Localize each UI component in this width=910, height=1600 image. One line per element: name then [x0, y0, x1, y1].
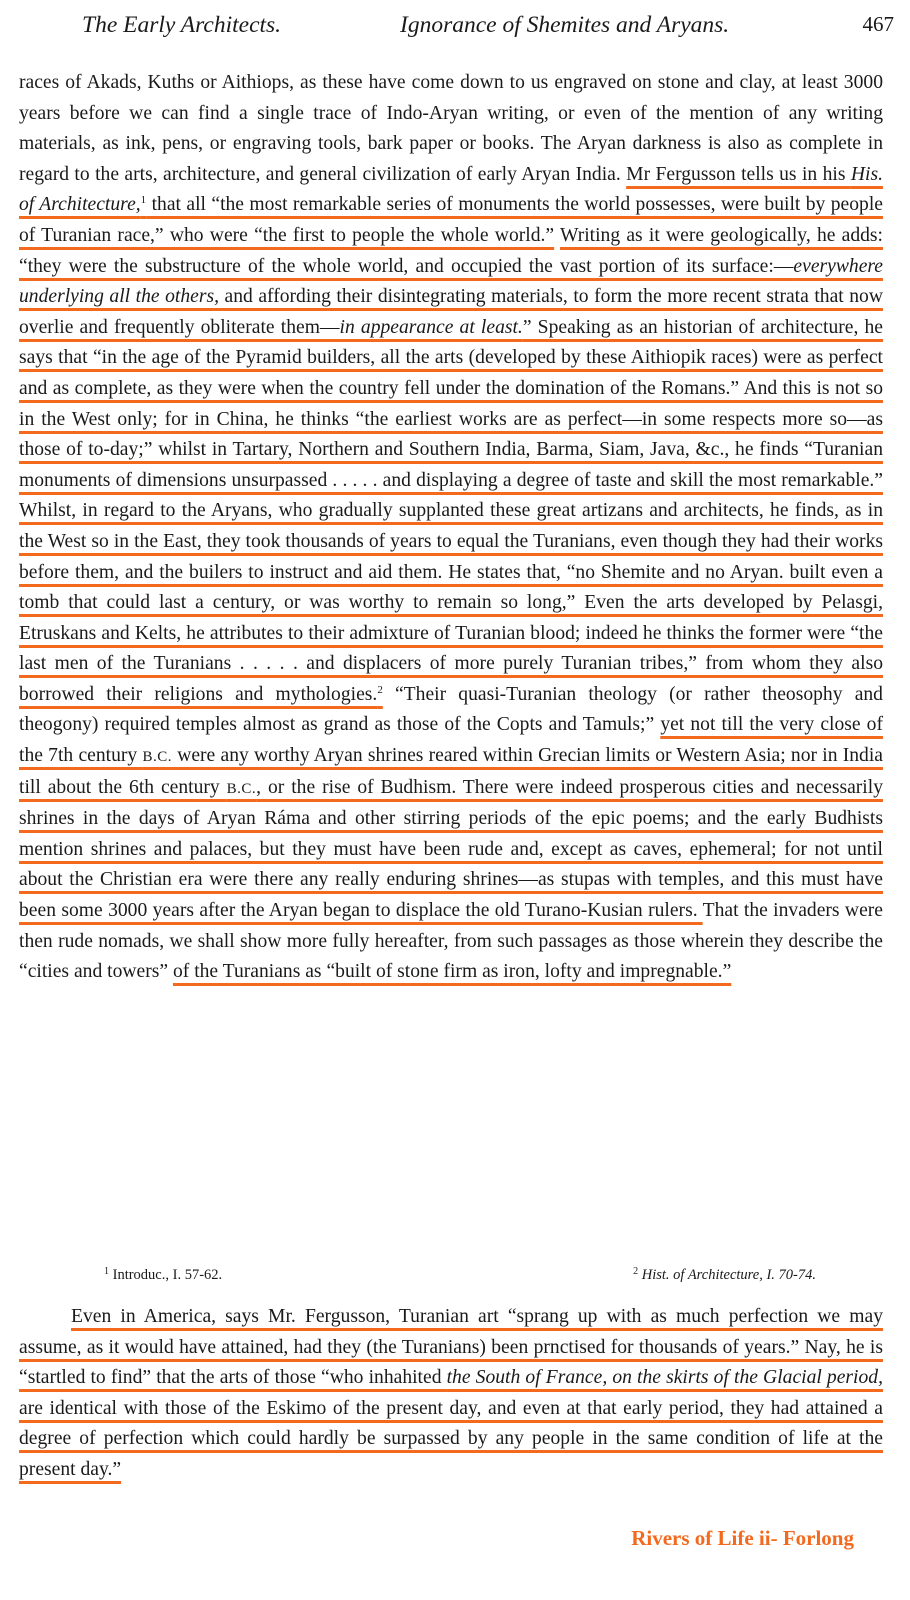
underlined-passage — [173, 961, 731, 982]
footnote-2 — [633, 1267, 816, 1284]
italic-book-title: His. of Architecture, — [19, 163, 883, 216]
text-segment: Even in America, says Mr. Fergusson, Turanian art “sprang up with as much perfection we may assume, as it would have attained, had they (the Turanians) been prnctised for thousands of years.” Nay, he is “startled to find” that the arts of those “who inhahited — [19, 1306, 883, 1389]
text-segment: of the Turanians as “built of stone firm as iron, lofty and impregnable.” — [172, 961, 732, 983]
small-caps-bc: B.C. — [142, 749, 172, 766]
footnote-1 — [104, 1267, 222, 1284]
underlined-passage — [19, 1306, 883, 1480]
underlined-passage — [19, 225, 883, 705]
footnotes — [104, 1267, 816, 1291]
page-number: 467 — [862, 12, 894, 36]
footnote-ref-1: 1 — [140, 194, 147, 207]
running-header — [82, 12, 894, 46]
text-segment: , or the rise of Budhism. There were indeed prosperous cities and necessarily shrines in the days of Aryan Ráma and other stirring periods of the epic poems; and the early Budhists mention shrines and palaces, but they must have been rude and, except as caves, ephemeral; for not until about the Christian era were there any really enduring shrines—as stupas with temples, and this must have been some 3000 years after the Aryan began to displace the old Turano-Kusian rulers. — [19, 776, 883, 922]
text-segment: were any worthy Aryan shrines reared within Grecian limits or Western Asia; nor in India till about the 6th century — [19, 745, 883, 798]
source-credit: Rivers of Life ii- Forlong — [631, 1526, 854, 1550]
text-segment: races of Akads, Kuths or Aithiops, as these have come down to us engraved on stone and clay, at least 3000 years before we can find a single trace of Indo-Aryan writing, or even of the mention of any writing materials, as ink, pens, or engraving tools, bark paper or books. The Aryan darkness is also as complete in regard to the arts, architecture, and general civilization of early Aryan India. — [19, 72, 883, 185]
text-segment: that all “the most remarkable series of monuments the world possesses, were built by people of Turanian race,” who were “the first to people the whole world.” — [19, 194, 883, 246]
footnote-text: Introduc., I. 57-62. — [109, 1267, 223, 1283]
underlined-passage — [19, 714, 883, 921]
body-paragraph-1 — [19, 68, 883, 988]
italic-phrase: in appearance at least. — [339, 316, 523, 338]
text-segment: “Their quasi-Turanian theology (or rather theosophy and theogony) required temples almost as grand as those of the Copts and Tamuls;” — [19, 683, 883, 736]
footnote-mark: 2 — [633, 1266, 639, 1277]
text-segment: yet not till the very close of the 7th century — [19, 714, 883, 767]
italic-phrase: the South of France, on the skirts of the Glacial period, — [446, 1367, 883, 1389]
text-segment: That the invaders were then rude nomads, we shall show more fully hereafter, from such passages as those wherein they describe the “cities and towers” — [19, 900, 883, 983]
text-segment: Writing as it were geologically, he adds: “they were the substructure of the whole world, and occupied the vast portion of its surface:— — [19, 224, 884, 277]
footnote-mark: 1 — [104, 1266, 109, 1277]
footnote-ref-2: 2 — [377, 683, 383, 696]
header-right-title: Ignorance of Shemites and Aryans. — [400, 12, 730, 38]
italic-phrase: everywhere underlying all the others, — [19, 255, 883, 308]
small-caps-bc: B.C. — [226, 780, 257, 797]
footnote-text: Hist. of Architecture, I. 70-74. — [638, 1267, 816, 1283]
text-segment: are identical with those of the Eskimo of the present day, and even at that early period, they had attained a degree of perfection which could hardly be surpassed by any people in the same condition of life at the present day.” — [19, 1397, 883, 1480]
text-segment: ” Speaking as an historian of architecture, he says that “in the age of the Pyramid builders, all the arts (developed by these Aithiopik races) were as perfect and as complete, as they were when the country fell under the domination of the Romans.” And this is not so in the West only; for in China, he thinks “the earliest works are as perfect—in some respects more so—as those of to-day;” whilst in Tartary, Northern and Southern India, Barma, Siam, Java, &c., he finds “Turanian monuments of dimensions unsurpassed . . . . . and displaying a degree of taste and skill the most remarkable.” Whilst, in regard to the Aryans, who gradually supplanted these great artizans and architects, he finds, as in the West so in the East, they took thousands of years to equal the Turanians, even though they had their works before them, and the builers to instruct and aid them. He states that, “no Shemite and no Aryan. built even a tomb that could last a century, or was worthy to remain so long,” Even the arts developed by Pelasgi, Etruskans and Kelts, he attributes to their admixture of Turanian blood; indeed he thinks the former were “the last men of the Turanians . . . . . and displacers of more purely Turanian tribes,” from whom they also borrowed their religions and mythologies. — [19, 316, 884, 705]
body-paragraph-2 — [19, 1302, 883, 1486]
text-segment: and affording their disintegrating materials, to form the more recent strata that now overlie and frequently obliterate them— — [19, 286, 883, 338]
header-left-title: The Early Architects. — [82, 12, 282, 38]
text-segment: Mr Fergusson tells us in his — [626, 163, 851, 185]
